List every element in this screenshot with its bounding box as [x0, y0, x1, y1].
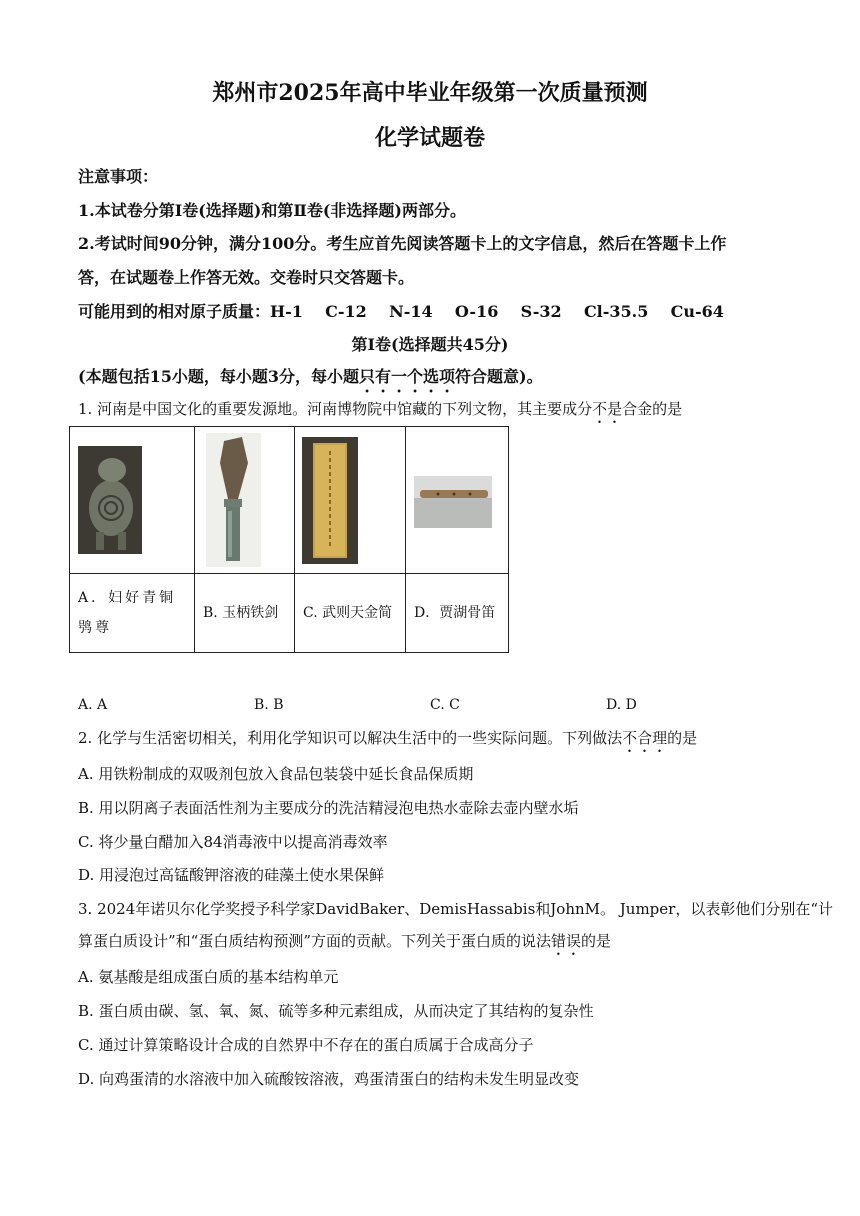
q2-option-d: D. 用浸泡过高锰酸钾溶液的硅藻土使水果保鲜: [78, 866, 385, 884]
section-title: 第Ⅰ卷(选择题共45分): [351, 335, 509, 354]
question-3-stem-line-1: 3. 2024年诺贝尔化学奖授予科学家DavidBaker、DemisHassabis和JohnM。 Jumper，以表彰他们分别在“计: [78, 900, 833, 918]
relic-caption-c: C. 武则天金简: [295, 574, 406, 653]
q1-stem-a: 1. 河南是中国文化的重要发源地。河南博物院中馆藏的下列文物，其主要成分: [78, 400, 593, 418]
atomic-masses: 可能用到的相对原子质量：H-1 C-12 N-14 O-16 S-32 Cl-35.5 Cu-64: [78, 302, 724, 321]
relic-image-cell-b: [195, 427, 295, 574]
relic-caption-b: B. 玉柄铁剑: [195, 574, 295, 653]
choice-c: C. C: [430, 697, 460, 713]
relics-table: [69, 426, 509, 653]
question-3-stem-line-2: [78, 930, 611, 959]
notice-item-2-line-2: 答，在试题卷上作答无效。交卷时只交答题卡。: [78, 268, 415, 287]
q2-stem-emphasis: 不合理: [622, 729, 668, 747]
q2-stem-b: 的是: [667, 729, 698, 747]
jade-handled-iron-sword-image: [206, 433, 261, 567]
q1-stem-emphasis: 不是: [592, 400, 623, 418]
relic-caption-d: D．贾湖骨笛: [406, 574, 509, 653]
gold-slip-image: [302, 437, 358, 564]
notice-heading: 注意事项：: [78, 167, 159, 186]
q3-stem-a: 算蛋白质设计”和“蛋白质结构预测”方面的贡献。下列关于蛋白质的说法: [78, 932, 552, 950]
q2-stem-a: 2. 化学与生活密切相关，利用化学知识可以解决生活中的一些实际问题。下列做法: [78, 729, 623, 747]
q3-stem-b: 的是: [581, 932, 612, 950]
instr-part-b: 符合题意)。: [455, 367, 543, 386]
choice-d: D. D: [606, 697, 637, 713]
q2-option-b: B. 用以阴离子表面活性剂为主要成分的洗洁精浸泡电热水壶除去壶内壁水垢: [78, 799, 579, 817]
relic-image-cell-c: [295, 427, 406, 574]
q2-option-a: A. 用铁粉制成的双吸剂包放入食品包装袋中延长食品保质期: [78, 765, 474, 783]
relic-image-cell-d: [406, 427, 509, 574]
q3-option-d: D. 向鸡蛋清的水溶液中加入硫酸铵溶液，鸡蛋清蛋白的结构未发生明显改变: [78, 1070, 580, 1088]
q1-stem-b: 合金的是: [622, 400, 683, 418]
q2-option-c: C. 将少量白醋加入84消毒液中以提高消毒效率: [78, 833, 388, 851]
choice-b: B. B: [254, 697, 284, 713]
bone-flute-image: [414, 476, 492, 528]
q3-option-b: B. 蛋白质由碳、氢、氧、氮、硫等多种元素组成，从而决定了其结构的复杂性: [78, 1002, 594, 1020]
bronze-owl-zun-image: [78, 446, 142, 554]
q3-option-a: A. 氨基酸是组成蛋白质的基本结构单元: [78, 968, 339, 986]
instr-part-a: (本题包括15小题，每小题3分，每小题: [78, 367, 359, 386]
instr-emphasis: 只有一个选项: [358, 367, 455, 386]
question-2-stem: [78, 727, 697, 756]
subject-title: 化学试题卷: [374, 125, 485, 151]
relic-caption-a: A．妇好青铜鸮尊: [70, 574, 195, 653]
notice-item-2-line-1: 2.考试时间90分钟，满分100分。考生应首先阅读答题卡上的文字信息，然后在答题卡上作: [78, 234, 727, 253]
q3-option-c: C. 通过计算策略设计合成的自然界中不存在的蛋白质属于合成高分子: [78, 1036, 534, 1054]
notice-item-1: 1.本试卷分第Ⅰ卷(选择题)和第Ⅱ卷(非选择题)两部分。: [78, 201, 466, 220]
question-1-stem: [78, 398, 682, 427]
exam-title: 郑州市2025年高中毕业年级第一次质量预测: [212, 80, 648, 106]
q3-stem-emphasis: 错误: [551, 932, 582, 950]
choice-a: A. A: [78, 697, 108, 713]
relic-image-cell-a: [70, 427, 195, 574]
section-instructions: [78, 364, 543, 396]
